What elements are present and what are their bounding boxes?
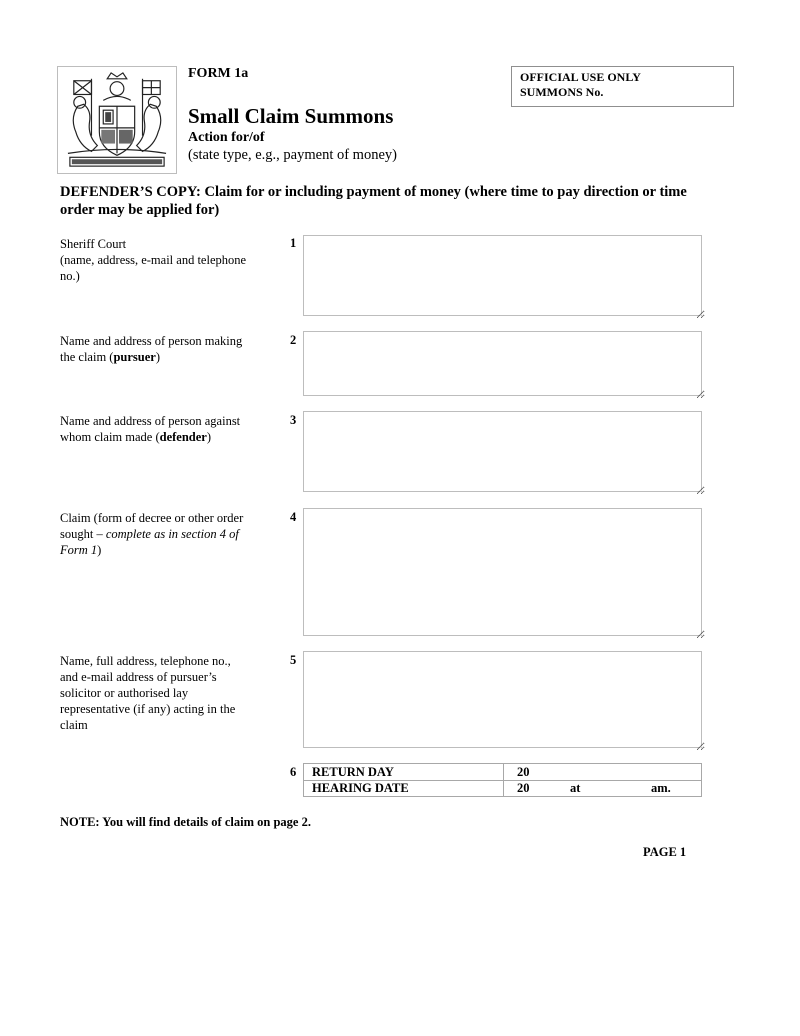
section-4-label xyxy=(60,510,260,558)
section-1-label-line: Sheriff Court xyxy=(60,237,127,251)
label-italic-text: complete as in section 4 of Form 1 xyxy=(60,527,239,557)
coat-of-arms-logo xyxy=(57,66,177,174)
label-text: ) xyxy=(155,350,160,364)
dates-table xyxy=(303,763,702,797)
pursuer-field[interactable] xyxy=(303,331,702,396)
section-1-label xyxy=(60,236,260,284)
sheriff-court-field[interactable] xyxy=(303,235,702,316)
hearing-time-at-label: at xyxy=(570,781,581,795)
return-day-year-prefix: 20 xyxy=(517,765,530,779)
action-instruction: (state type, e.g., payment of money) xyxy=(188,147,397,163)
section-1-label-line: (name, address, e-mail and telephone no.) xyxy=(60,253,247,283)
section-3-number: 3 xyxy=(290,413,297,427)
label-text: Claim (form of decree or other order sought – xyxy=(60,511,244,541)
page-number: PAGE 1 xyxy=(643,845,687,859)
note-text: NOTE: You will find details of claim on page 2. xyxy=(60,815,311,829)
pursuer-input[interactable] xyxy=(304,332,705,399)
sheriff-court-input[interactable] xyxy=(304,236,705,319)
form-number: FORM 1a xyxy=(188,66,249,81)
claim-input[interactable] xyxy=(304,509,705,639)
defender-input[interactable] xyxy=(304,412,705,495)
label-text: ) xyxy=(206,430,212,444)
solicitor-field[interactable] xyxy=(303,651,702,748)
label-bold-text: defender xyxy=(159,430,207,444)
label-text: Name and address of person against whom claim made ( xyxy=(60,414,241,444)
return-day-label: RETURN DAY xyxy=(312,765,394,779)
section-4-number: 4 xyxy=(290,510,297,524)
hearing-date-label: HEARING DATE xyxy=(312,781,409,795)
section-3-label xyxy=(60,413,260,445)
return-day-row[interactable] xyxy=(304,764,701,781)
label-bold-text: pursuer xyxy=(113,350,156,364)
section-1-number: 1 xyxy=(290,236,297,250)
copy-heading: DEFENDER’S COPY: Claim for or including payment of money (where time to pay direction or time order may be applied for) xyxy=(60,184,687,218)
official-use-box xyxy=(511,66,734,107)
summons-number-label: SUMMONS No. xyxy=(520,85,604,99)
hearing-date-year-prefix: 20 xyxy=(517,781,530,795)
solicitor-input[interactable] xyxy=(304,652,705,751)
label-text: ) xyxy=(97,543,102,557)
section-6-number: 6 xyxy=(290,765,297,779)
hearing-date-row[interactable] xyxy=(304,780,701,796)
label-text: Name and address of person making the claim ( xyxy=(60,334,243,364)
royal-coat-of-arms-icon xyxy=(58,67,176,173)
section-5-number: 5 xyxy=(290,653,297,667)
section-5-label xyxy=(60,653,240,733)
label-text: Name, full address, telephone no., and e-mail address of pursuer’s solicitor or authorised lay representative (if any) acting in the claim xyxy=(60,654,236,732)
hearing-time-am-label: am. xyxy=(651,781,671,795)
section-2-label xyxy=(60,333,260,365)
action-label: Action for/of xyxy=(188,130,265,145)
page-title: Small Claim Summons xyxy=(188,104,394,128)
claim-field[interactable] xyxy=(303,508,702,636)
official-use-label: OFFICIAL USE ONLY xyxy=(520,70,641,84)
section-2-number: 2 xyxy=(290,333,297,347)
defender-field[interactable] xyxy=(303,411,702,492)
